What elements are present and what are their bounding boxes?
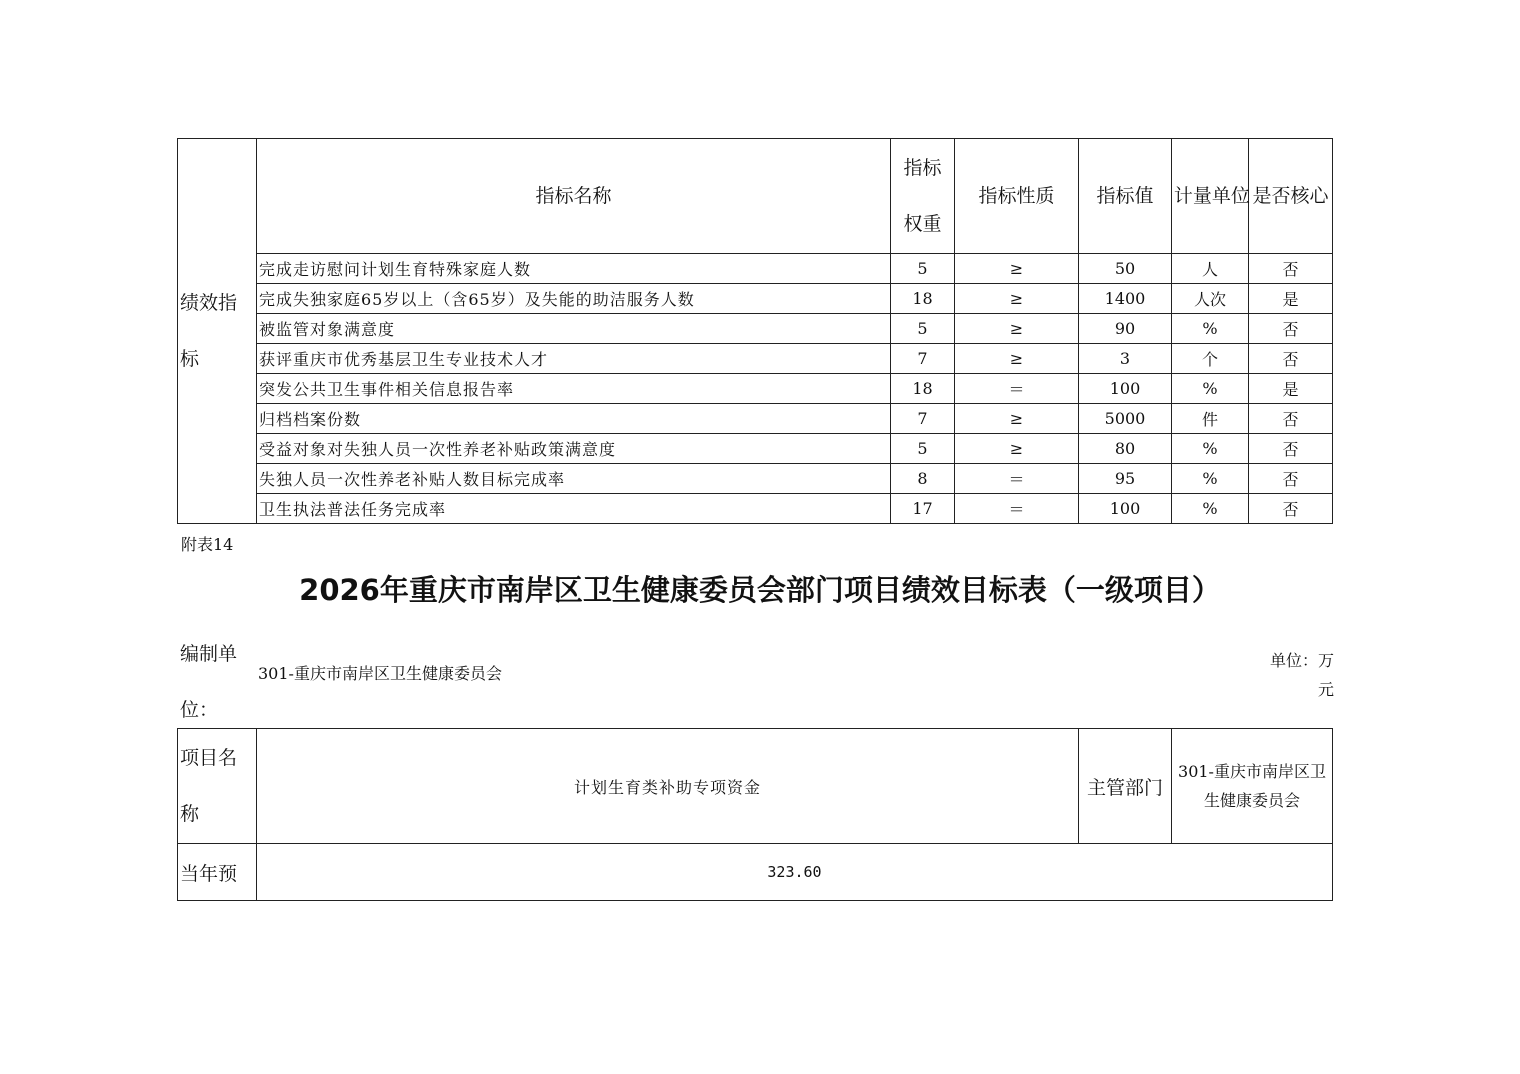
budget-label: 当年预	[178, 844, 257, 901]
indicator-unit: %	[1172, 464, 1249, 494]
indicator-name: 受益对象对失独人员一次性养老补贴政策满意度	[257, 434, 891, 464]
header-indicator-name: 指标名称	[257, 139, 891, 254]
indicator-value: 80	[1079, 434, 1172, 464]
indicator-unit: 人	[1172, 254, 1249, 284]
table-row	[178, 374, 1333, 404]
indicator-weight: 18	[891, 284, 955, 314]
indicator-is-core: 是	[1249, 374, 1333, 404]
indicator-name: 突发公共卫生事件相关信息报告率	[257, 374, 891, 404]
indicator-unit: %	[1172, 374, 1249, 404]
indicator-nature: ≥	[955, 314, 1079, 344]
indicator-value: 100	[1079, 494, 1172, 524]
table-row	[178, 344, 1333, 374]
header-is-core: 是否核心	[1249, 139, 1333, 254]
table-row	[178, 314, 1333, 344]
indicator-value: 3	[1079, 344, 1172, 374]
indicator-value: 90	[1079, 314, 1172, 344]
org-value: 301-重庆市南岸区卫生健康委员会	[258, 664, 502, 683]
indicator-weight: 7	[891, 404, 955, 434]
indicator-unit: 人次	[1172, 284, 1249, 314]
indicator-weight: 17	[891, 494, 955, 524]
header-indicator-value: 指标值	[1079, 139, 1172, 254]
indicator-weight: 5	[891, 434, 955, 464]
indicator-name: 归档档案份数	[257, 404, 891, 434]
indicator-nature: ＝	[955, 464, 1079, 494]
project-name-row	[178, 729, 1333, 844]
performance-indicator-label: 绩效指标	[178, 139, 257, 524]
header-indicator-weight: 指标权重	[891, 139, 955, 254]
org-label: 编制单位：	[180, 643, 238, 721]
indicator-weight: 18	[891, 374, 955, 404]
indicator-nature: ≥	[955, 434, 1079, 464]
project-name-label: 项目名称	[178, 729, 257, 844]
indicator-name: 被监管对象满意度	[257, 314, 891, 344]
indicator-is-core: 否	[1249, 344, 1333, 374]
indicator-name: 卫生执法普法任务完成率	[257, 494, 891, 524]
table-row	[178, 494, 1333, 524]
table-row	[178, 404, 1333, 434]
table-row	[178, 464, 1333, 494]
indicator-nature: ≥	[955, 254, 1079, 284]
indicator-nature: ≥	[955, 284, 1079, 314]
department-value: 301-重庆市南岸区卫生健康委员会	[1172, 729, 1333, 844]
indicator-is-core: 否	[1249, 314, 1333, 344]
indicator-is-core: 否	[1249, 434, 1333, 464]
indicator-weight: 5	[891, 254, 955, 284]
indicator-name: 获评重庆市优秀基层卫生专业技术人才	[257, 344, 891, 374]
project-info-table	[177, 728, 1333, 901]
budget-value: 323.60	[257, 844, 1333, 901]
department-label: 主管部门	[1079, 729, 1172, 844]
indicator-nature: ≥	[955, 344, 1079, 374]
table-header-row	[178, 139, 1333, 254]
header-measurement-unit: 计量单位	[1172, 139, 1249, 254]
indicator-weight: 5	[891, 314, 955, 344]
indicator-value: 1400	[1079, 284, 1172, 314]
indicator-unit: %	[1172, 434, 1249, 464]
indicator-is-core: 否	[1249, 464, 1333, 494]
indicator-nature: ＝	[955, 494, 1079, 524]
indicator-is-core: 否	[1249, 254, 1333, 284]
indicator-is-core: 否	[1249, 494, 1333, 524]
indicator-name: 完成失独家庭65岁以上（含65岁）及失能的助洁服务人数	[257, 284, 891, 314]
indicator-weight: 8	[891, 464, 955, 494]
indicator-nature: ≥	[955, 404, 1079, 434]
table-row	[178, 434, 1333, 464]
indicator-unit: %	[1172, 314, 1249, 344]
indicator-name: 完成走访慰问计划生育特殊家庭人数	[257, 254, 891, 284]
attachment-note: 附表14	[181, 535, 234, 554]
indicator-weight: 7	[891, 344, 955, 374]
indicator-value: 50	[1079, 254, 1172, 284]
table-row	[178, 254, 1333, 284]
performance-indicator-table	[177, 138, 1333, 524]
indicator-is-core: 是	[1249, 284, 1333, 314]
indicator-value: 100	[1079, 374, 1172, 404]
indicator-unit: %	[1172, 494, 1249, 524]
indicator-nature: ＝	[955, 374, 1079, 404]
indicator-name: 失独人员一次性养老补贴人数目标完成率	[257, 464, 891, 494]
indicator-unit: 个	[1172, 344, 1249, 374]
project-name-value: 计划生育类补助专项资金	[257, 729, 1079, 844]
header-indicator-nature: 指标性质	[955, 139, 1079, 254]
unit-label: 单位：万元	[1269, 651, 1334, 699]
indicator-is-core: 否	[1249, 404, 1333, 434]
budget-row	[178, 844, 1333, 901]
indicator-value: 5000	[1079, 404, 1172, 434]
table-row	[178, 284, 1333, 314]
indicator-value: 95	[1079, 464, 1172, 494]
page-title: 2026年重庆市南岸区卫生健康委员会部门项目绩效目标表（一级项目）	[299, 573, 1221, 607]
indicator-unit: 件	[1172, 404, 1249, 434]
